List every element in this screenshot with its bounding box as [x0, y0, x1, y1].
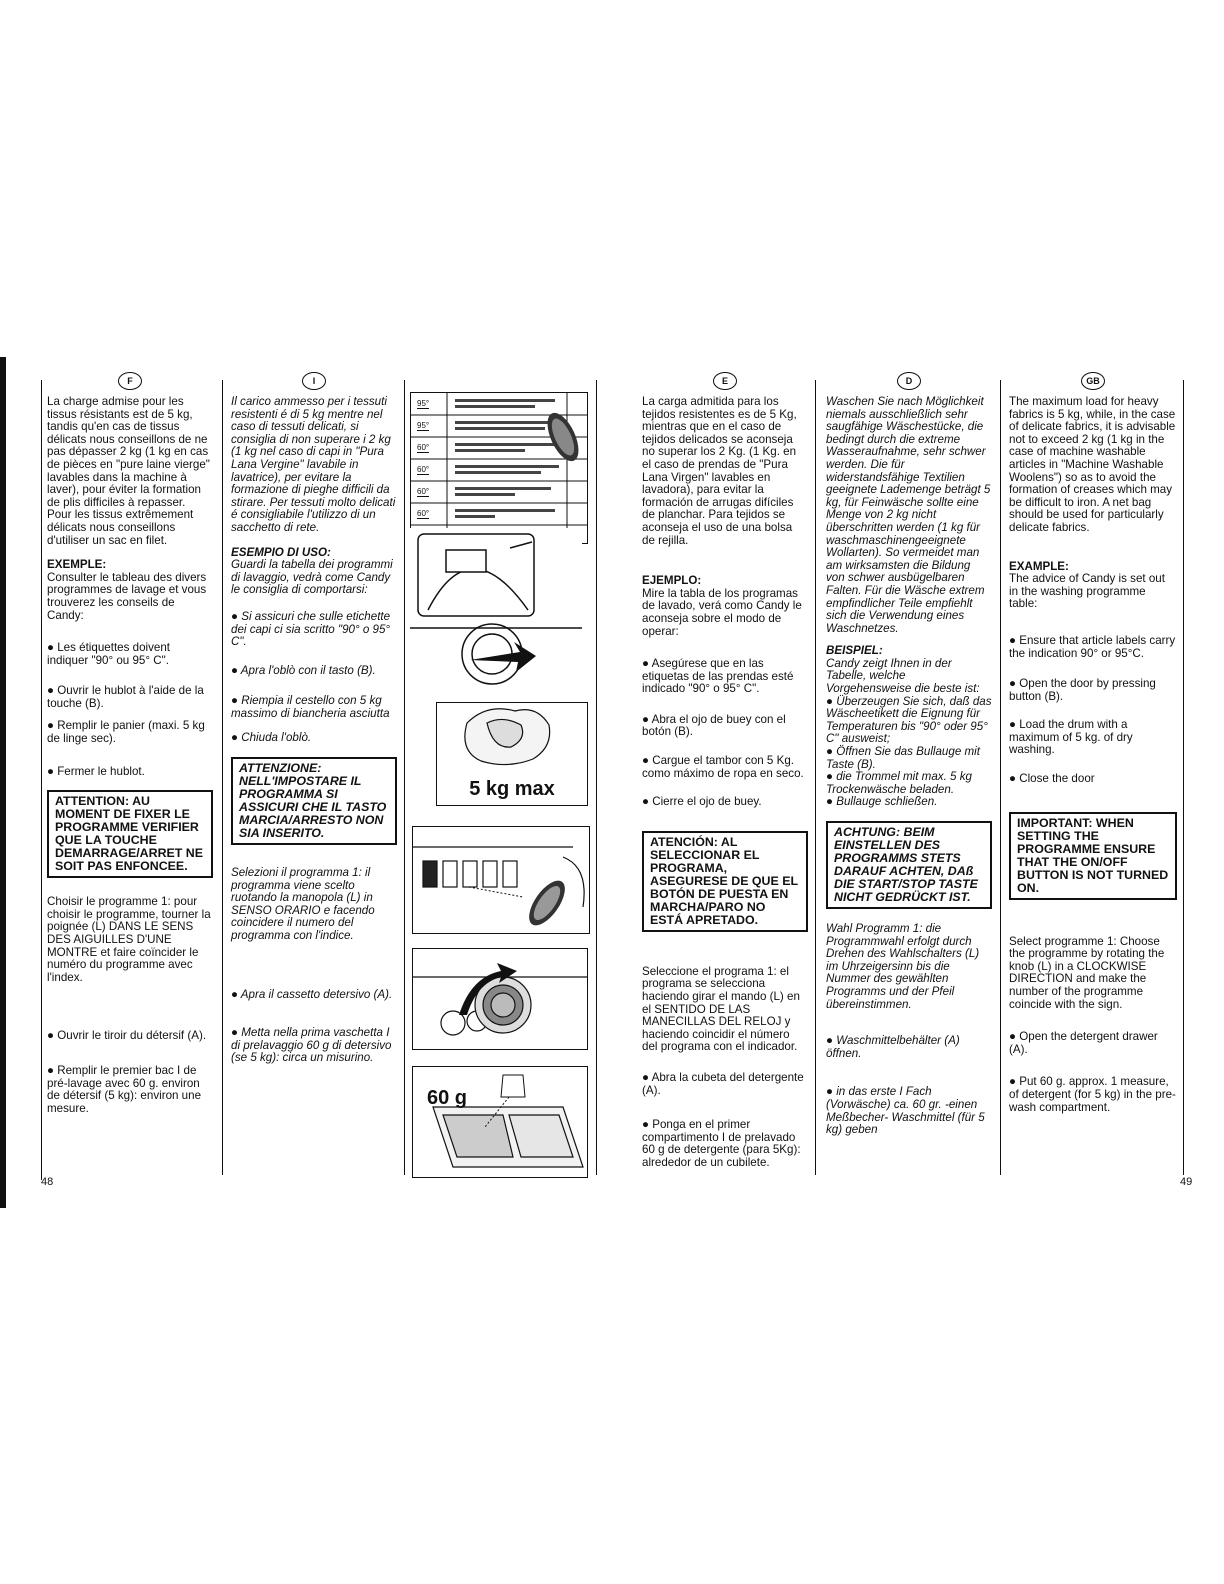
bullet-fill-drum: ● Riempia il cestello con 5 kg massimo di biancheria asciutta — [231, 694, 390, 720]
bullet-fill-drum: ● Cargue el tambor con 5 Kg. como máximo de ropa en seco. — [642, 754, 804, 780]
example-text: Candy zeigt Ihnen in der Tabelle, welche Vorgehensweise die beste ist: — [826, 656, 980, 696]
example-heading: ESEMPIO DI USO: — [231, 545, 331, 559]
bullet-close-door: ● Cierre el ojo de buey. — [642, 795, 762, 809]
bullet-open-door: ● Öffnen Sie das Bullauge mit Taste (B). — [826, 745, 980, 771]
column-italian — [231, 372, 397, 1065]
select-programme-text: Choisir le programme 1: pour choisir le programme, tourner la poignée (L) DANS LE SENS DES AIGUILLES D'UNE MONTRE et faire coïncider le numéro du programme avec l'index. — [47, 895, 211, 984]
load-text: La charge admise pour les tissus résistants est de 5 kg, tandis qu'en cas de tissus délicats nous conseillons de ne pas dépasser 2 kg (1 kg en cas de pièces en "pure laine vierge" lavables dans la machine à laver), pour éviter la formation de plis difficiles à repasser. Pour les tissus extrêmement délicats nous conseillons d'utiliser un sac en filet. — [47, 395, 210, 547]
bullet-fill-drum: ● Remplir le panier (maxi. 5 kg de linge sec). — [47, 719, 205, 746]
language-badge-gb: GB — [1081, 372, 1105, 390]
column-english — [1009, 372, 1177, 1114]
page-edge-bar — [0, 357, 6, 1208]
example-heading: EXEMPLE: — [47, 558, 107, 572]
temp-60-icon: 60° — [417, 487, 430, 496]
bullet-close-door: ● Bullauge schließen. — [826, 795, 938, 809]
column-rule — [1183, 380, 1184, 1175]
column-rule — [815, 380, 816, 1175]
column-rule — [596, 380, 597, 1175]
temp-60-icon: 60° — [417, 509, 430, 518]
temp-60-icon: 60° — [417, 443, 430, 452]
bullet-fill-drum: ● Load the drum with a maximum of 5 kg. of dry washing. — [1009, 718, 1133, 757]
warning-box: ATTENTION: AU MOMENT DE FIXER LE PROGRAMME VERIFIER QUE LA TOUCHE DEMARRAGE/ARRET NE SOIT PAS ENFONCEE. — [47, 790, 213, 878]
language-badge-i: I — [302, 372, 326, 390]
max-load-figure — [436, 702, 588, 806]
bullet-fill-drum: ● die Trommel mit max. 5 kg Trockenwäsche beladen. — [826, 770, 972, 796]
bullet-labels: ● Les étiquettes doivent indiquer "90° ou 95° C". — [47, 641, 171, 667]
page-number-left: 48 — [41, 1176, 54, 1188]
temp-95-icon: 95° — [417, 399, 430, 408]
bullet-labels: ● Si assicuri che sulle etichette dei capi ci sia scritto "90° o 95° C". — [231, 609, 391, 649]
example-heading: EXAMPLE: — [1009, 559, 1069, 573]
bullet-detergent: ● Remplir le premier bac I de pré-lavage avec 60 g. environ de détersif (5 kg): environ une mesure. — [47, 1064, 202, 1115]
bullet-detergent: ● Put 60 g. approx. 1 measure, of detergent (for 5 kg) in the pre-wash compartment. — [1009, 1075, 1176, 1114]
load-text: Il carico ammesso per i tessuti resistenti é di 5 kg mentre nel caso di tessuti delicati, si consiglia di non superare i 2 kg (1 kg nel caso di capi in "Pura Lana Vergine" lavabile in lavatrice), per evitare la formazione di pieghe difficili da stirare. Per tessuti molto delicati é consigliabile l'utilizzo di un sacchetto di rete. — [231, 395, 396, 534]
bullet-labels: ● Ensure that article labels carry the indication 90° or 95°C. — [1009, 633, 1176, 660]
warning-box: IMPORTANT: WHEN SETTING THE PROGRAMME ENSURE THAT THE ON/OFF BUTTON IS NOT TURNED ON. — [1009, 812, 1177, 900]
column-rule — [404, 380, 405, 1175]
warning-box: ATENCIÓN: AL SELECCIONAR EL PROGRAMA, ASEGURESE DE QUE EL BOTÓN DE PUESTA EN MARCHA/PARO NO ESTÁ APRETADO. — [642, 831, 808, 932]
programme-table-figure — [410, 392, 588, 544]
example-heading: BEISPIEL: — [826, 644, 883, 658]
bullet-open-drawer: ● Waschmittelbehälter (A) öffnen. — [826, 1034, 960, 1060]
bullet-detergent: ● in das erste I Fach (Vorwäsche) ca. 60 gr. -einen Meßbecher- Waschmittel (für 5 kg) geben — [826, 1085, 985, 1137]
bullet-open-drawer: ● Ouvrir le tiroir du détersif (A). — [47, 1029, 207, 1043]
bullet-open-drawer: ● Abra la cubeta del detergente (A). — [642, 1071, 804, 1097]
load-text: The maximum load for heavy fabrics is 5 kg, while, in the case of delicate fabrics, it is advisable not to exceed 2 kg (1 kg in the case of machine washable articles in "Machine Washable Woolens") so as to avoid the formation of creases which may be difficult to iron. A net bag should be used for particularly delicate fabrics. — [1009, 395, 1176, 534]
column-spanish — [642, 372, 808, 1170]
warning-box: ACHTUNG: BEIM EINSTELLEN DES PROGRAMMS STETS DARAUF ACHTEN, DAß DIE START/STOP TASTE NICHT GEDRÜCKT IST. — [826, 821, 992, 909]
temp-95-icon: 95° — [417, 421, 430, 430]
warning-box: ATTENZIONE: NELL'IMPOSTARE IL PROGRAMMA SI ASSICURI CHE IL TASTO MARCIA/ARRESTO NON SIA INSERITO. — [231, 757, 397, 845]
bullet-close-door: ● Chiuda l'oblò. — [231, 731, 312, 745]
select-programme-text: Selezioni il programma 1: il programma viene scelto ruotando la manopola (L) in SENSO ORARIO e facendo coincidere il numero del programma con l'indice. — [231, 866, 375, 943]
bullet-close-door: ● Close the door — [1009, 772, 1095, 786]
machine-door-figure — [410, 528, 582, 688]
column-german — [826, 372, 992, 1137]
load-text: La carga admitida para los tejidos resistentes es de 5 Kg, mientras que en el caso de tejidos delicados se aconseja no superar los 2 Kg. (1 Kg. en el caso de prendas de "Pura Lana Virgen" lavables en lavadora), para evitar la formación de arrugas difíciles de planchar. Para tejidos se aconseja el uso de una bolsa de rejilla. — [642, 395, 797, 547]
load-text: Waschen Sie nach Möglichkeit niemals ausschließlich sehr saugfähige Wäschestücke, die bedingt durch die extreme Wasseraufnahme, sehr schwer werden. Die für widerstandsfähige Textilien geeignete Lademenge beträgt 5 kg, für Feinwäsche sollte eine Menge von 2 kg nicht überschritten werden (1 kg für waschmaschinengeeignete Wollarten). So vermeidet man am wirksamsten die Bildung von schwer ausbügelbaren Falten. Für die Wäsche extrem empfindlicher Teile empfiehlt sich die Verwendung eines Waschnetzes. — [826, 395, 991, 635]
bullet-detergent: ● Metta nella prima vaschetta I di prelavaggio 60 g di detersivo (se 5 kg): circa un misurino. — [231, 1026, 392, 1065]
max-load-label: 5 kg max — [469, 778, 555, 800]
bullet-open-door: ● Ouvrir le hublot à l'aide de la touche (B). — [47, 684, 204, 710]
dose-label: 60 g — [427, 1087, 468, 1109]
bullet-close-door: ● Fermer le hublot. — [47, 764, 145, 778]
bullet-open-door: ● Open the door by pressing button (B). — [1009, 677, 1156, 703]
bullet-open-drawer: ● Open the detergent drawer (A). — [1009, 1030, 1158, 1056]
control-panel-figure — [412, 826, 590, 934]
programme-knob-figure — [412, 948, 588, 1050]
column-french — [47, 372, 213, 1115]
detergent-drawer-figure — [412, 1066, 588, 1178]
language-badge-e: E — [713, 372, 737, 390]
example-text: The advice of Candy is set out in the washing programme table: — [1009, 572, 1165, 611]
select-programme-text: Select programme 1: Choose the programme by rotating the knob (L) in a CLOCKWISE DIRECTION and make the number of the programme coincide with the sign. — [1009, 934, 1165, 1011]
example-heading: EJEMPLO: — [642, 574, 702, 588]
select-programme-text: Seleccione el programa 1: el programa se selecciona haciendo girar el mando (L) en el SENTIDO DE LAS MANECILLAS DEL RELOJ y haciendo coincidir el número del programa con el indicador. — [642, 964, 800, 1054]
example-text: Guardi la tabella dei programmi di lavaggio, vedrà come Candy le consiglia di comportarsi: — [231, 558, 393, 597]
language-badge-f: F — [118, 372, 142, 390]
column-rule — [222, 380, 223, 1175]
bullet-labels: ● Asegúrese que en las etiquetas de las prendas esté indicado "90° o 95° C". — [642, 657, 794, 696]
column-rule — [1000, 380, 1001, 1175]
language-badge-d: D — [897, 372, 921, 390]
column-rule — [41, 380, 42, 1180]
example-text: Consulter le tableau des divers programmes de lavage et vous trouverez les conseils de Candy: — [47, 570, 207, 622]
bullet-open-drawer: ● Apra il cassetto detersivo (A). — [231, 987, 393, 1001]
example-text: Mire la tabla de los programas de lavado, verá como Candy le aconseja sobre el modo de operar: — [642, 586, 802, 638]
page-number-right: 49 — [1180, 1176, 1193, 1188]
bullet-labels: ● Überzeugen Sie sich, daß das Wäscheetikett die Eignung für Temperaturen bis "90° oder 95° C" ausweist; — [826, 694, 992, 746]
bullet-open-door: ● Abra el ojo de buey con el botón (B). — [642, 712, 786, 739]
bullet-open-door: ● Apra l'oblò con il tasto (B). — [231, 663, 376, 677]
bullet-detergent: ● Ponga en el primer compartimento I de prelavado 60 g de detergente (para 5Kg): alrededor de un cubilete. — [642, 1118, 801, 1169]
temp-60-icon: 60° — [417, 465, 430, 474]
select-programme-text: Wahl Programm 1: die Programmwahl erfolgt durch Drehen des Wahlschalters (L) im Uhrzeigersinn bis die Nummer des gewählten Programms und der Pfeil übereinstimmen. — [826, 922, 980, 1011]
